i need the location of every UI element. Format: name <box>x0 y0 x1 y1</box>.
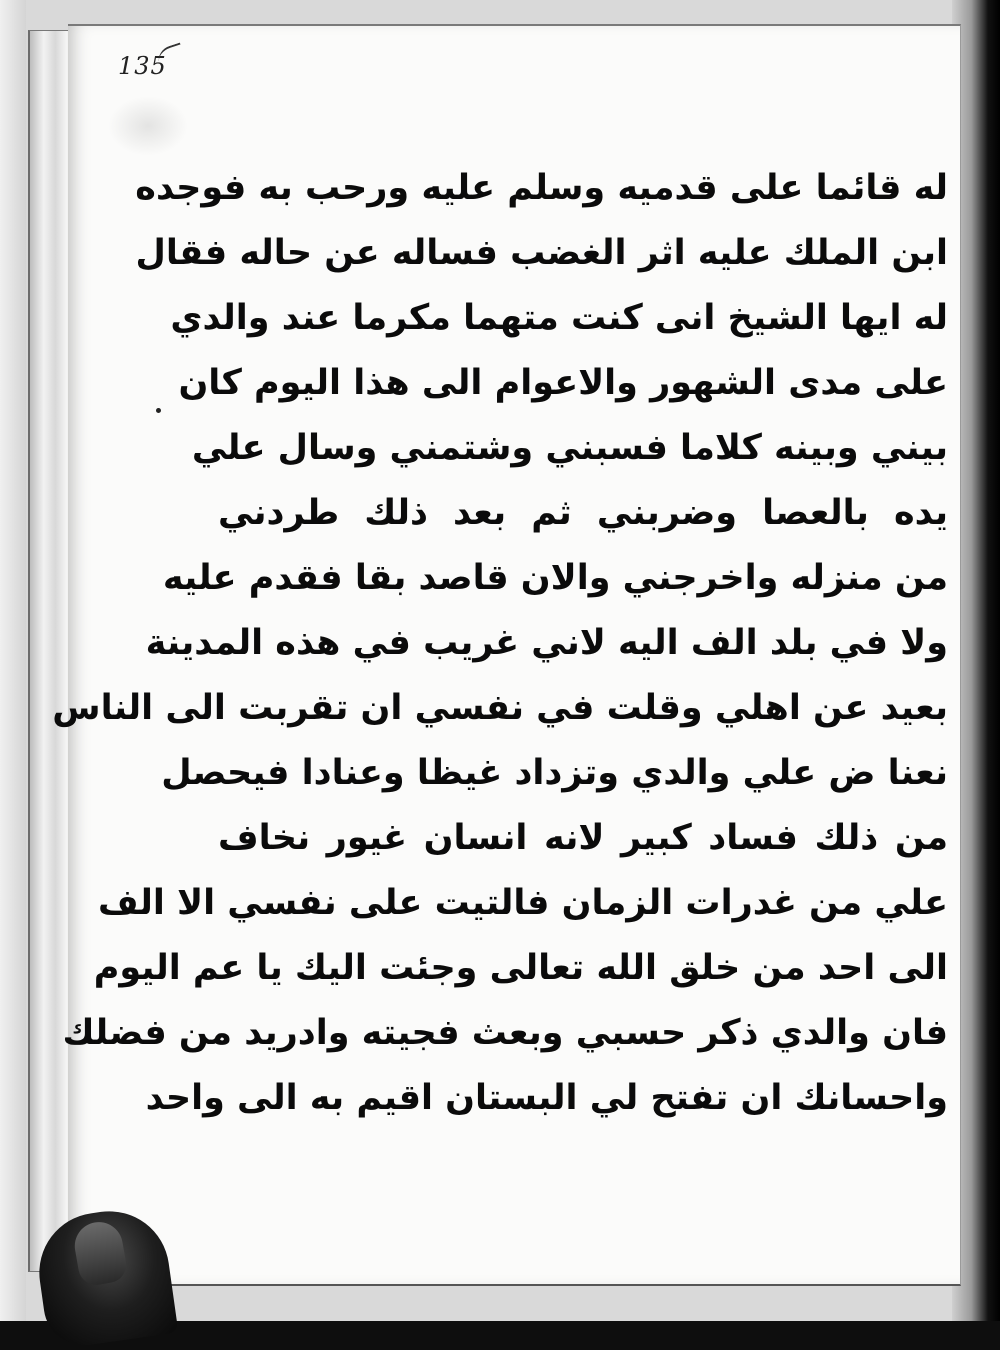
text-line: بيني وبينه كلاما فسبني وشتمني وسال علي <box>191 428 948 468</box>
page-smudge <box>108 96 188 156</box>
text-line: له ايها الشيخ انى كنت متهما مكرما عند والدي <box>170 298 948 338</box>
folio-number: 135 <box>118 52 167 80</box>
text-line: على مدى الشهور والاعوام الى هذا اليوم كان <box>178 363 948 403</box>
text-line: من ذلك فساد كبير لانه انسان غيور نخاف <box>218 818 948 858</box>
text-line: الى احد من خلق الله تعالى وجئت اليك يا عم اليوم <box>93 948 948 988</box>
text-line: له قائما على قدميه وسلم عليه ورحب به فوجده <box>135 168 948 208</box>
text-line: من منزله واخرجني والان قاصد بقا فقدم عليه <box>162 558 948 598</box>
folio-flourish <box>155 43 187 72</box>
text-line: ابن الملك عليه اثر الغضب فساله عن حاله فقال <box>135 233 948 273</box>
text-line: بعيد عن اهلي وقلت في نفسي ان تقربت الى الناس <box>52 688 948 728</box>
left-margin-shadow <box>0 0 26 1321</box>
margin-mark <box>156 408 161 413</box>
manuscript-page <box>52 24 961 1286</box>
text-line: نعنا ض علي والدي وتزداد غيظا وعنادا فيحصل <box>161 753 948 793</box>
text-line: فان والدي ذكر حسبي وبعث فجيته وادريد من فضلك <box>62 1013 948 1053</box>
text-line: واحسانك ان تفتح لي البستان اقيم به الى واحد <box>145 1078 948 1118</box>
arabic-text-block <box>52 156 948 1131</box>
text-line: علي من غدرات الزمان فالتيت على نفسي الا الف <box>98 883 948 923</box>
text-line: يده بالعصا وضربني ثم بعد ذلك طردني <box>218 493 948 533</box>
text-line: ولا في بلد الف اليه لاني غريب في هذه المدينة <box>145 623 948 663</box>
